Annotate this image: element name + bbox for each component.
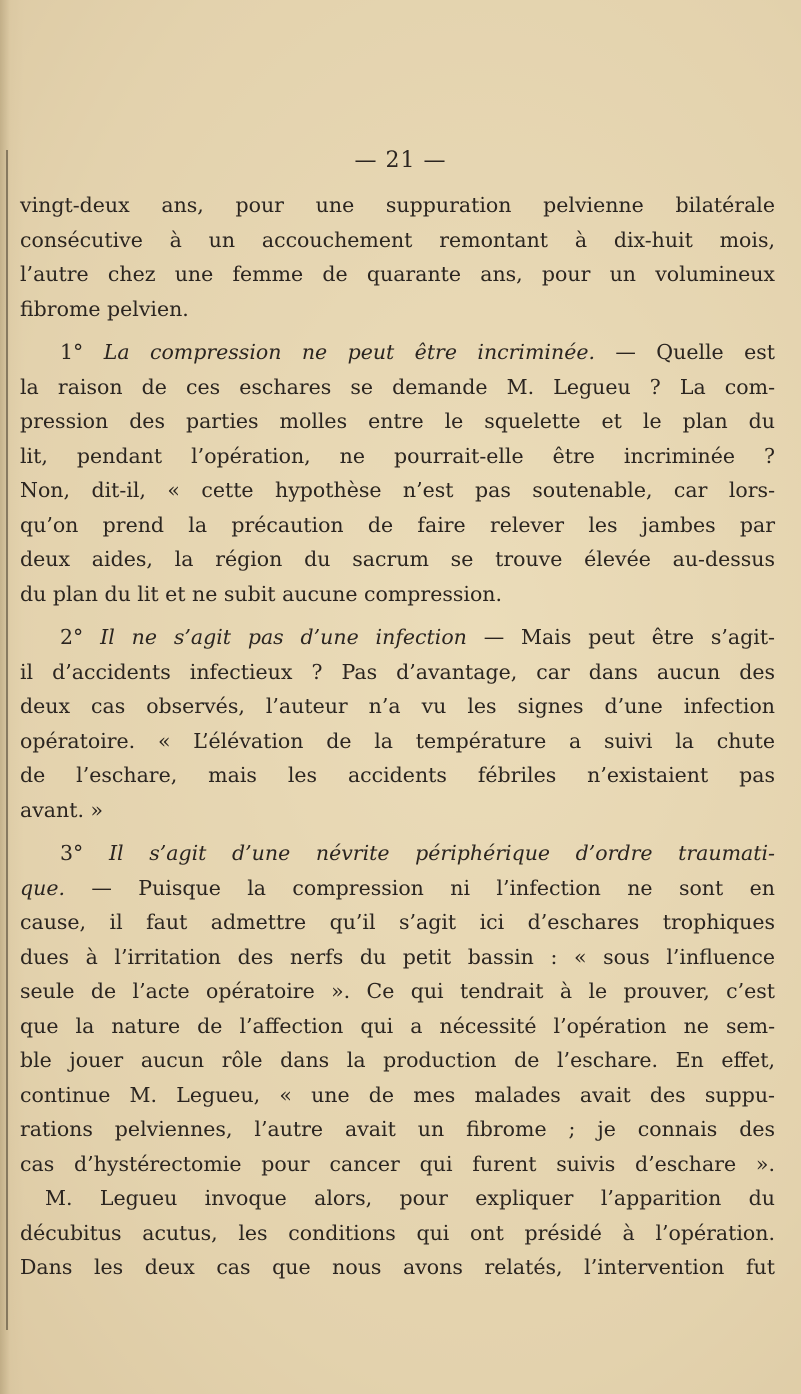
text-line: cas d’hystérectomie pour cancer qui furent suivis d’eschare ». bbox=[20, 1151, 775, 1176]
text-line: que la nature de l’affection qui a nécessité l’opération ne sem- bbox=[20, 1013, 775, 1038]
text-line: seule de l’acte opératoire ». Ce qui tendrait à le prouver, c’est bbox=[20, 979, 775, 1003]
text-line: Non, dit-il, « cette hypothèse n’est pas soutenable, car lors- bbox=[20, 478, 775, 502]
text-line: deux aides, la région du sacrum se trouve élevée au-dessus bbox=[20, 547, 775, 571]
text-line: l’autre chez une femme de quarante ans, pour un volumineux bbox=[20, 262, 775, 286]
text-line: pression des parties molles entre le squelette et le plan du bbox=[20, 409, 775, 433]
section-heading-rest: — Mais peut être s’agit- bbox=[466, 625, 775, 649]
body-text bbox=[20, 188, 775, 1285]
text-line: la raison de ces eschares se demande M. Legueu ? La com- bbox=[20, 374, 775, 399]
section-title: Il s’agit d’une névrite périphérique d’ordre traumati- bbox=[108, 841, 775, 865]
text-line: continue M. Legueu, « une de mes malades avait des suppu- bbox=[20, 1082, 775, 1107]
section-heading-line bbox=[20, 335, 775, 370]
text-line: avant. » bbox=[20, 797, 104, 822]
text-line: rations pelviennes, l’autre avait un fibrome ; je connais des bbox=[20, 1117, 775, 1141]
text-line: décubitus acutus, les conditions qui ont présidé à l’opération. bbox=[20, 1220, 775, 1245]
section-title: La compression ne peut être incriminée. bbox=[103, 340, 595, 364]
section-heading-rest: — Quelle est bbox=[594, 340, 775, 364]
text-line: ble jouer aucun rôle dans la production de l’eschare. En effet, bbox=[20, 1048, 775, 1072]
section-number: 3° bbox=[60, 841, 84, 865]
section-heading-line bbox=[20, 836, 775, 871]
paragraph bbox=[20, 620, 775, 827]
text-line: M. Legueu invoque alors, pour expliquer l’apparition du bbox=[45, 1186, 775, 1210]
section-number: 1° bbox=[60, 340, 84, 364]
text-line: dues à l’irritation des nerfs du petit bassin : « sous l’influence bbox=[20, 944, 775, 969]
text-line: cause, il faut admettre qu’il s’agit ici d’eschares trophiques bbox=[20, 910, 775, 934]
section-heading-line bbox=[20, 620, 775, 655]
text-line: du plan du lit et ne subit aucune compression. bbox=[20, 581, 503, 606]
paragraph bbox=[20, 188, 775, 326]
paragraph bbox=[20, 1181, 775, 1285]
paragraph bbox=[20, 836, 775, 1181]
section-number: 2° bbox=[60, 625, 84, 649]
text-line: deux cas observés, l’auteur n’a vu les signes d’une infection bbox=[20, 694, 775, 718]
text-line: fibrome pelvien. bbox=[20, 296, 189, 321]
text-line: Dans les deux cas que nous avons relatés, l’intervention fut bbox=[20, 1255, 775, 1279]
text-line bbox=[20, 871, 775, 906]
text-line: qu’on prend la précaution de faire relever les jambes par bbox=[20, 512, 775, 537]
text-line: lit, pendant l’opération, ne pourrait-elle être incriminée ? bbox=[20, 443, 775, 468]
page-binding-edge bbox=[6, 150, 8, 1330]
text-line: opératoire. « L’élévation de la température a suivi la chute bbox=[20, 728, 775, 753]
section-title-continued: que. bbox=[20, 875, 65, 900]
page-number: — 21 — bbox=[354, 148, 447, 173]
text-line: consécutive à un accouchement remontant à dix-huit mois, bbox=[20, 227, 775, 252]
paragraph bbox=[20, 335, 775, 611]
text-line: il d’accidents infectieux ? Pas d’avantage, car dans aucun des bbox=[20, 659, 775, 684]
section-heading-rest: — Puisque la compression ni l’infection ne sont en bbox=[64, 875, 775, 900]
section-title: Il ne s’agit pas d’une infection bbox=[100, 625, 467, 649]
text-line: de l’eschare, mais les accidents fébriles n’existaient pas bbox=[20, 763, 775, 787]
text-line: vingt-deux ans, pour une suppuration pelvienne bilatérale bbox=[20, 193, 775, 217]
